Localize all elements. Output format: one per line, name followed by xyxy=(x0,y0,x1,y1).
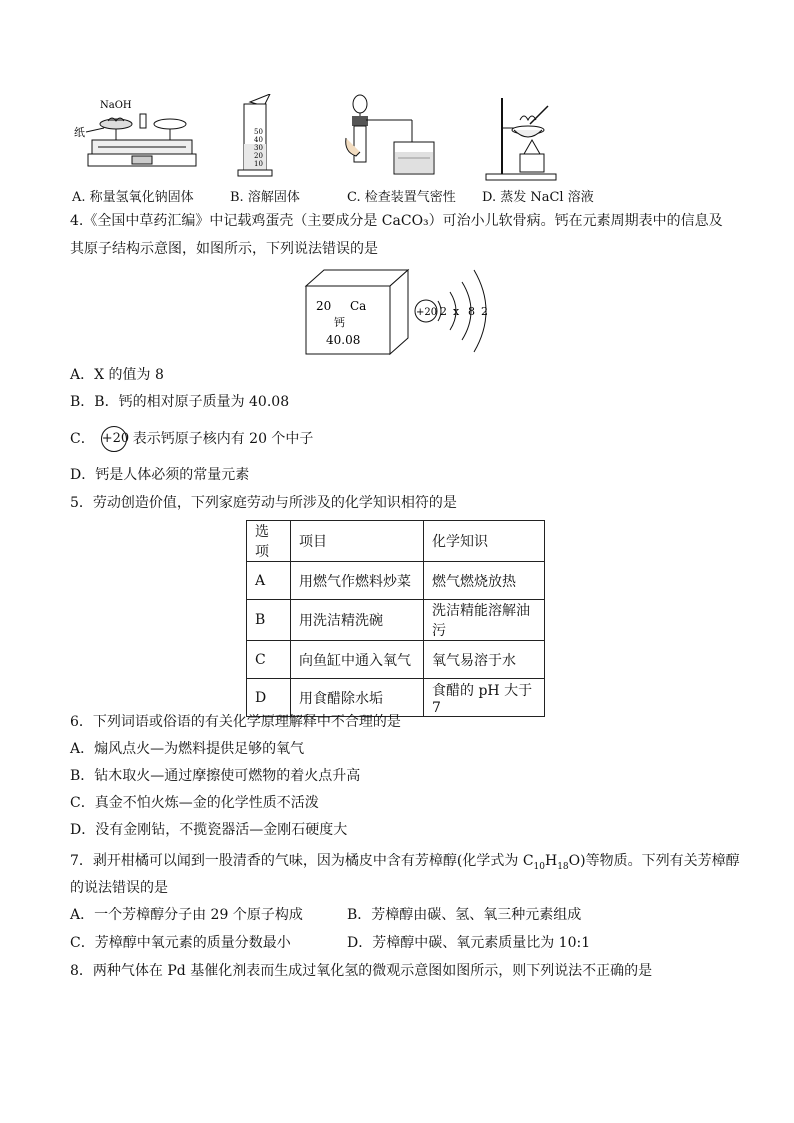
nucleus-symbol: +20 xyxy=(101,426,127,452)
q8-stem: 8．两种气体在 Pd 基催化剂表而生成过氧化氢的微观示意图如图所示，则下列说法不正确的是 xyxy=(70,963,653,979)
cell-knowledge: 燃气燃烧放热 xyxy=(424,562,545,600)
q7-option-a: A．一个芳樟醇分子由 29 个原子构成 xyxy=(70,907,303,923)
q7-stem-line2: 的说法错误的是 xyxy=(70,880,168,896)
paper-label: 纸 xyxy=(74,126,85,139)
cell-knowledge: 食醋的 pH 大于 7 xyxy=(424,679,545,717)
q7-option-d: D．芳樟醇中碳、氧元素质量比为 10:1 xyxy=(347,935,591,951)
calcium-atom-diagram xyxy=(410,262,500,360)
q5-table xyxy=(246,520,545,717)
cell-knowledge: 氧气易溶于水 xyxy=(424,641,545,679)
q4-option-c-prefix: C． xyxy=(70,431,95,447)
header-option: 选项 xyxy=(247,521,291,562)
q6-option-a: A．煽风点火—为燃料提供足够的氧气 xyxy=(70,741,305,757)
cell-item: 用食醋除水垢 xyxy=(291,679,424,717)
cell-option: A xyxy=(247,562,291,600)
naoh-label: NaOH xyxy=(100,100,132,111)
q6-option-d: D．没有金刚钻，不揽瓷器活—金刚石硬度大 xyxy=(70,822,348,838)
q4-stem-line1: 4.《全国中草药汇编》中记载鸡蛋壳（主要成分是 CaCO₃）可治小儿软骨病。钙在元素周期表中的信息及 xyxy=(70,213,723,229)
cell-option: B xyxy=(247,600,291,641)
cylinder-figure xyxy=(230,94,290,184)
tick-40: 40 xyxy=(254,136,263,144)
q7-subscript-carbon: 10 xyxy=(533,861,545,872)
q6-stem: 6．下列词语或俗语的有关化学原理解释中不合理的是 xyxy=(70,714,401,730)
element-name: 钙 xyxy=(334,316,345,329)
q4-option-a: A．X 的值为 8 xyxy=(70,367,164,383)
atomic-number: 20 xyxy=(316,299,332,313)
shell-2: x xyxy=(453,305,460,318)
cell-knowledge: 洗洁精能溶解油污 xyxy=(424,600,545,641)
table-row xyxy=(247,679,545,717)
q4-stem-line2: 其原子结构示意图，如图所示，下列说法错误的是 xyxy=(70,241,378,257)
calcium-element-cell xyxy=(304,268,410,358)
element-symbol: Ca xyxy=(350,299,367,313)
cell-option: D xyxy=(247,679,291,717)
q7-stem-line1 xyxy=(70,852,740,876)
q6-option-c: C．真金不怕火炼—金的化学性质不活泼 xyxy=(70,795,319,811)
q7-stem-part2: H xyxy=(544,853,558,869)
q4-option-d: D．钙是人体必须的常量元素 xyxy=(70,467,250,483)
cell-item: 用洗洁精洗碗 xyxy=(291,600,424,641)
tick-20: 20 xyxy=(254,152,263,160)
balance-figure xyxy=(70,94,200,184)
q7-option-c: C．芳樟醇中氧元素的质量分数最小 xyxy=(70,935,291,951)
table-row xyxy=(247,641,545,679)
caption-a: A. 称量氢氧化钠固体 xyxy=(72,190,194,205)
q7-stem-part3: O)等物质。下列有关芳樟醇 xyxy=(568,853,740,869)
evaporation-figure xyxy=(480,94,570,184)
tick-10: 10 xyxy=(254,160,263,168)
airtightness-figure xyxy=(342,94,462,184)
shell-3: 8 xyxy=(468,305,475,318)
cell-option: C xyxy=(247,641,291,679)
q7-subscript-hydrogen: 18 xyxy=(557,861,569,872)
caption-b: B. 溶解固体 xyxy=(230,190,300,205)
q4-option-c-text: 表示钙原子核内有 20 个中子 xyxy=(132,431,314,447)
apparatus-figures xyxy=(70,94,610,184)
q6-option-b: B．钻木取火—通过摩擦使可燃物的着火点升高 xyxy=(70,768,361,784)
table-header-row xyxy=(247,521,545,562)
tick-30: 30 xyxy=(254,144,263,152)
q5-stem: 5．劳动创造价值，下列家庭劳动与所涉及的化学知识相符的是 xyxy=(70,495,457,511)
header-knowledge: 化学知识 xyxy=(424,521,545,562)
table-row xyxy=(247,562,545,600)
q4-option-c xyxy=(70,426,313,452)
q7-stem-part1: 7．剥开柑橘可以闻到一股清香的气味，因为橘皮中含有芳樟醇(化学式为 C xyxy=(70,853,534,869)
atomic-mass: 40.08 xyxy=(326,333,361,347)
caption-c: C. 检查装置气密性 xyxy=(347,190,456,205)
table-row xyxy=(247,600,545,641)
shell-1: 2 xyxy=(440,305,447,318)
cell-item: 向鱼缸中通入氧气 xyxy=(291,641,424,679)
q4-option-b: B．B．钙的相对原子质量为 40.08 xyxy=(70,394,290,410)
nucleus-charge: +20 xyxy=(416,307,438,318)
header-item: 项目 xyxy=(291,521,424,562)
caption-d: D. 蒸发 NaCl 溶液 xyxy=(482,190,594,205)
q7-option-b: B．芳樟醇由碳、氢、氧三种元素组成 xyxy=(347,907,582,923)
tick-50: 50 xyxy=(254,128,263,136)
cell-item: 用燃气作燃料炒菜 xyxy=(291,562,424,600)
shell-4: 2 xyxy=(481,305,488,318)
